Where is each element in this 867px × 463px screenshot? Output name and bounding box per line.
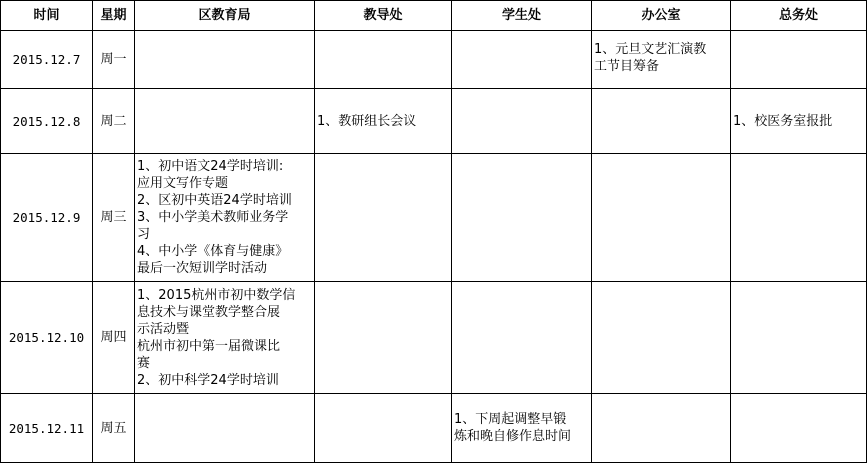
bureau-cell: 1、初中语文24学时培训: 应用文写作专题 2、区初中英语24学时培训 3、中小学美术教师业务学 习 4、中小学《体育与健康》 最后一次短训学时活动 xyxy=(135,154,315,282)
date-cell: 2015.12.9 xyxy=(1,154,93,282)
teaching-office-cell xyxy=(315,394,452,463)
header-bureau: 区教育局 xyxy=(135,1,315,31)
admin-office-cell xyxy=(592,282,731,394)
student-office-cell xyxy=(452,282,592,394)
table-row xyxy=(1,31,867,89)
header-row xyxy=(1,1,867,31)
student-office-cell xyxy=(452,154,592,282)
header-teaching-office: 教导处 xyxy=(315,1,452,31)
general-affairs-cell xyxy=(731,154,867,282)
header-day: 星期 xyxy=(93,1,135,31)
admin-office-cell xyxy=(592,89,731,154)
admin-office-cell xyxy=(592,394,731,463)
day-cell: 周二 xyxy=(93,89,135,154)
student-office-cell xyxy=(452,89,592,154)
bureau-cell xyxy=(135,31,315,89)
table-row xyxy=(1,154,867,282)
day-cell: 周一 xyxy=(93,31,135,89)
header-student-office: 学生处 xyxy=(452,1,592,31)
general-affairs-cell xyxy=(731,31,867,89)
table-row xyxy=(1,394,867,463)
general-affairs-cell xyxy=(731,282,867,394)
teaching-office-cell xyxy=(315,31,452,89)
day-cell: 周五 xyxy=(93,394,135,463)
date-cell: 2015.12.8 xyxy=(1,89,93,154)
teaching-office-cell xyxy=(315,154,452,282)
header-general-affairs: 总务处 xyxy=(731,1,867,31)
general-affairs-cell: 1、校医务室报批 xyxy=(731,89,867,154)
day-cell: 周三 xyxy=(93,154,135,282)
date-cell: 2015.12.7 xyxy=(1,31,93,89)
teaching-office-cell xyxy=(315,282,452,394)
table-row xyxy=(1,282,867,394)
bureau-cell xyxy=(135,394,315,463)
bureau-cell xyxy=(135,89,315,154)
admin-office-cell: 1、元旦文艺汇演教 工节目筹备 xyxy=(592,31,731,89)
header-date: 时间 xyxy=(1,1,93,31)
header-admin-office: 办公室 xyxy=(592,1,731,31)
date-cell: 2015.12.10 xyxy=(1,282,93,394)
general-affairs-cell xyxy=(731,394,867,463)
student-office-cell xyxy=(452,31,592,89)
teaching-office-cell: 1、教研组长会议 xyxy=(315,89,452,154)
admin-office-cell xyxy=(592,154,731,282)
table-row xyxy=(1,89,867,154)
bureau-cell: 1、2015杭州市初中数学信 息技术与课堂教学整合展 示活动暨 杭州市初中第一届微课比 赛 2、初中科学24学时培训 xyxy=(135,282,315,394)
day-cell: 周四 xyxy=(93,282,135,394)
student-office-cell: 1、下周起调整早锻 炼和晚自修作息时间 xyxy=(452,394,592,463)
date-cell: 2015.12.11 xyxy=(1,394,93,463)
